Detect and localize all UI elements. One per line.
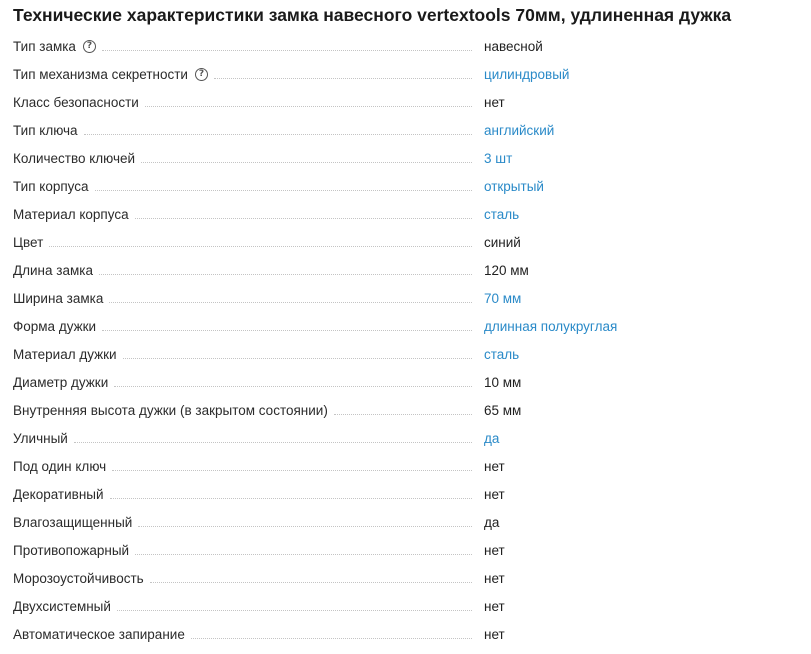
spec-label: Влагозащищенный	[13, 514, 133, 530]
dotted-leader	[138, 526, 472, 527]
spec-label: Материал корпуса	[13, 206, 129, 222]
dotted-leader	[49, 246, 472, 247]
spec-label: Декоративный	[13, 486, 104, 502]
spec-value-link[interactable]: цилиндровый	[484, 66, 570, 82]
spec-value: нет	[484, 486, 505, 502]
spec-label-wrap	[13, 116, 476, 144]
spec-label: Ширина замка	[13, 290, 104, 306]
spec-label-wrap	[13, 564, 476, 592]
page-title: Технические характеристики замка навесного vertextools 70мм, удлиненная дужка	[13, 5, 732, 25]
dotted-leader	[102, 330, 472, 331]
spec-label: Противопожарный	[13, 542, 130, 558]
spec-label-wrap	[13, 172, 476, 200]
spec-value-link[interactable]: сталь	[484, 206, 520, 222]
spec-value-link[interactable]: 3 шт	[484, 150, 513, 166]
dotted-leader	[110, 498, 472, 499]
spec-row	[0, 536, 811, 564]
spec-row	[0, 116, 811, 144]
spec-row	[0, 452, 811, 480]
spec-label-wrap	[13, 368, 476, 396]
spec-label-wrap	[13, 312, 476, 340]
spec-label: Класс безопасности	[13, 94, 139, 110]
dotted-leader	[112, 470, 472, 471]
question-circle-icon[interactable]: ?	[83, 40, 96, 53]
spec-label: Тип ключа	[13, 122, 78, 138]
dotted-leader	[95, 190, 473, 191]
dotted-leader	[214, 78, 472, 79]
spec-label: Тип механизма секретности	[13, 66, 188, 82]
spec-label-wrap	[13, 424, 476, 452]
spec-label: Материал дужки	[13, 346, 117, 362]
dotted-leader	[84, 134, 472, 135]
spec-label-wrap	[13, 536, 476, 564]
spec-row	[0, 424, 811, 452]
spec-value: да	[484, 514, 500, 530]
spec-value: 120 мм	[484, 262, 529, 278]
spec-value: нет	[484, 598, 505, 614]
spec-value: 65 мм	[484, 402, 522, 418]
spec-row	[0, 200, 811, 228]
spec-label: Тип замка	[13, 38, 76, 54]
spec-value-link[interactable]: английский	[484, 122, 555, 138]
spec-row	[0, 144, 811, 172]
dotted-leader	[99, 274, 472, 275]
spec-label-wrap	[13, 508, 476, 536]
spec-label-wrap	[13, 620, 476, 648]
dotted-leader	[117, 610, 472, 611]
spec-value: синий	[484, 234, 521, 250]
dotted-leader	[74, 442, 472, 443]
spec-row	[0, 396, 811, 424]
spec-label: Диаметр дужки	[13, 374, 109, 390]
dotted-leader	[102, 50, 472, 51]
spec-label-wrap	[13, 480, 476, 508]
dotted-leader	[141, 162, 472, 163]
spec-row	[0, 88, 811, 116]
spec-row	[0, 284, 811, 312]
spec-label-wrap	[13, 452, 476, 480]
spec-label: Внутренняя высота дужки (в закрытом состоянии)	[13, 402, 328, 418]
spec-row	[0, 564, 811, 592]
spec-row	[0, 172, 811, 200]
spec-row	[0, 228, 811, 256]
spec-value: нет	[484, 626, 505, 642]
spec-row	[0, 480, 811, 508]
spec-label-wrap	[13, 284, 476, 312]
spec-value: нет	[484, 570, 505, 586]
spec-label: Уличный	[13, 430, 68, 446]
dotted-leader	[109, 302, 472, 303]
dotted-leader	[334, 414, 472, 415]
spec-label-wrap	[13, 144, 476, 172]
spec-row	[0, 592, 811, 620]
spec-label: Длина замка	[13, 262, 93, 278]
spec-label: Автоматическое запирание	[13, 626, 185, 642]
dotted-leader	[145, 106, 472, 107]
spec-label-wrap	[13, 228, 476, 256]
spec-value-link[interactable]: да	[484, 430, 500, 446]
spec-row	[0, 620, 811, 648]
spec-value: 10 мм	[484, 374, 522, 390]
dotted-leader	[123, 358, 472, 359]
spec-value: нет	[484, 94, 505, 110]
spec-label: Под один ключ	[13, 458, 107, 474]
spec-label: Цвет	[13, 234, 44, 250]
dotted-leader	[191, 638, 472, 639]
dotted-leader	[150, 582, 472, 583]
spec-value: нет	[484, 458, 505, 474]
spec-label-wrap	[13, 340, 476, 368]
spec-label-wrap	[13, 396, 476, 424]
spec-label-wrap	[13, 60, 476, 88]
spec-label: Морозоустойчивость	[13, 570, 144, 586]
spec-label-wrap	[13, 200, 476, 228]
spec-label: Двухсистемный	[13, 598, 111, 614]
dotted-leader	[135, 554, 472, 555]
spec-label-wrap	[13, 32, 476, 60]
spec-label: Количество ключей	[13, 150, 136, 166]
spec-label-wrap	[13, 256, 476, 284]
spec-row	[0, 60, 811, 88]
spec-row	[0, 368, 811, 396]
spec-label: Тип корпуса	[13, 178, 89, 194]
spec-row	[0, 508, 811, 536]
spec-row	[0, 312, 811, 340]
spec-row	[0, 256, 811, 284]
spec-value: нет	[484, 542, 505, 558]
spec-value-link[interactable]: открытый	[484, 178, 544, 194]
spec-value: навесной	[484, 38, 543, 54]
spec-value-link[interactable]: длинная полукруглая	[484, 318, 618, 334]
spec-row	[0, 340, 811, 368]
spec-label: Форма дужки	[13, 318, 97, 334]
dotted-leader	[135, 218, 472, 219]
question-circle-icon[interactable]: ?	[195, 68, 208, 81]
spec-value-link[interactable]: 70 мм	[484, 290, 522, 306]
spec-value-link[interactable]: сталь	[484, 346, 520, 362]
spec-label-wrap	[13, 88, 476, 116]
dotted-leader	[114, 386, 472, 387]
spec-label-wrap	[13, 592, 476, 620]
specs-list	[0, 32, 811, 648]
spec-row	[0, 32, 811, 60]
